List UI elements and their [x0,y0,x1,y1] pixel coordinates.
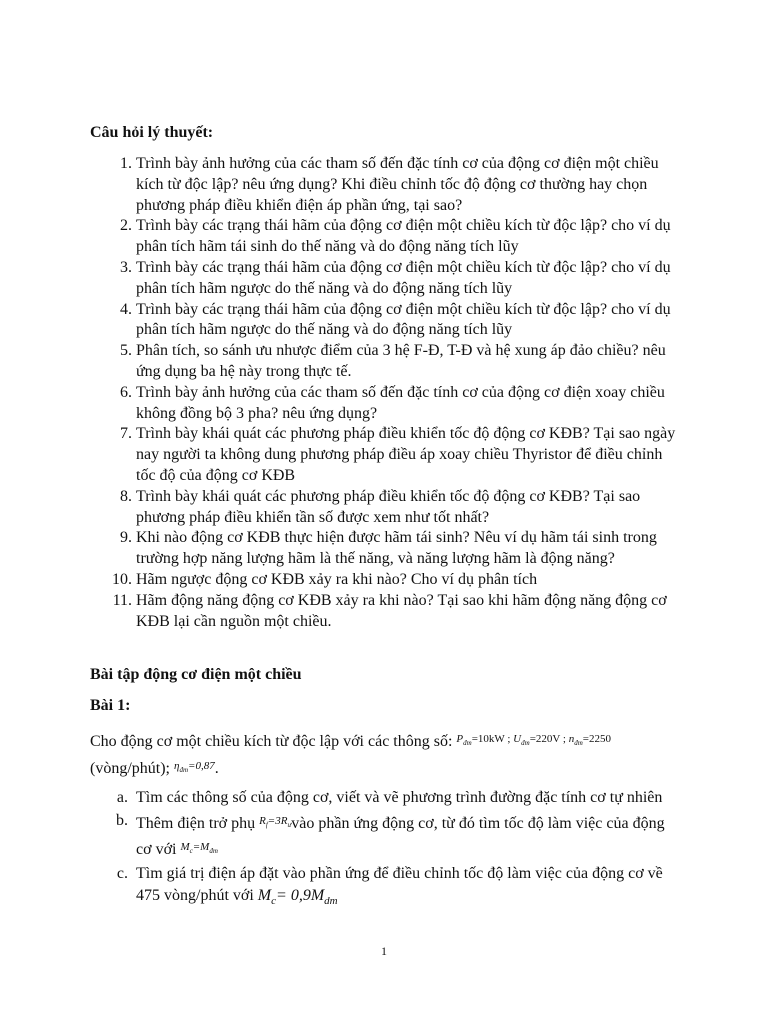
question-item [90,424,690,486]
torque-subscript: c [271,895,277,908]
question-number: 1. [120,155,132,172]
added-resistance-formula [259,815,292,830]
subitem-b [90,810,690,862]
torque-subscript: c [189,847,193,856]
exercise-1-intro [90,728,680,782]
power-value: =10kW ; [471,733,514,745]
subitem-label: a. [116,789,128,806]
question-item [90,341,690,383]
page-number: 1 [381,944,387,958]
resistance-value: =3R [267,815,288,827]
question-number: 5. [120,342,132,360]
efficiency-formula [174,760,215,775]
question-number: 10. [112,570,132,588]
question-number: 3. [120,258,132,276]
question-item [90,591,690,633]
efficiency-value: =0,87 [188,760,215,773]
theory-question-list [90,154,690,632]
speed-symbol: n [568,733,575,745]
question-item [90,154,690,216]
power-subscript: đm [463,739,472,748]
voltage-symbol: U [513,733,522,745]
rated-subscript: dm [324,895,338,908]
subitem-text: Thêm điện trở phụ [136,815,256,832]
subitem-c [90,863,690,912]
question-text: Hãm ngược động cơ KĐB xảy ra khi nào? Cho ví dụ phân tích [136,570,538,588]
question-text: Trình bày các trạng thái hãm của động cơ điện một chiều kích từ độc lập? cho ví dụ phân tích hãm ngược do thế năng và do động năng tích lũy [136,300,671,339]
question-item [90,528,690,570]
torque-symbol: M [180,841,190,854]
torque-symbol: M [257,887,272,905]
torque-value: = 0,9M [276,887,325,905]
subitem-text: Tìm giá trị điện áp đặt vào phần ứng để điều chỉnh tốc độ làm việc của động cơ về 475 vòng/phút với [136,865,663,905]
question-number: 4. [120,300,132,318]
rated-params-formula [456,733,611,748]
subitem-text: vào phần ứng động cơ, từ đó tìm tốc độ làm việc của động cơ với [136,815,665,859]
question-text: Trình bày ảnh hưởng của các tham số đến đặc tính cơ của động cơ điện xoay chiều không đồng bộ 3 pha? nêu ứng dụng? [136,383,665,422]
exercise-1-heading: Bài 1: [90,697,131,714]
resistance-subscript: f [265,821,268,830]
armature-subscript: ư [287,821,292,830]
speed-value: =2250 [582,733,611,745]
question-text: Phân tích, so sánh ưu nhược điểm của 3 hệ F-Đ, T-Đ và hệ xung áp đảo chiều? nêu ứng dụng ba hệ này trong thực tế. [136,342,666,380]
question-text: Khi nào động cơ KĐB thực hiện được hãm tái sinh? Nêu ví dụ hãm tái sinh trong trường hợp năng lượng hãm là thế năng, và năng lượng hãm là động năng? [136,529,657,568]
subitem-text-block [136,863,678,912]
exercises-heading: Bài tập động cơ điện một chiều [90,666,302,683]
question-text: Trình bày khái quát các phương pháp điều khiển tốc độ động cơ KĐB? Tại sao ngày nay người ta không dung phương pháp điều áp xoay chiều Thyristor để điều chỉnh tốc độ của động cơ KĐB [136,425,676,484]
efficiency-subscript: đm [179,766,189,775]
question-text: Trình bày ảnh hưởng của các tham số đến đặc tính cơ của động cơ điện một chiều kích từ độc lập? nêu ứng dụng? Khi điều chỉnh tốc độ động cơ thường hay chọn phương pháp điều khiển điện áp phần ứng, tại sao? [136,155,659,214]
power-symbol: P [456,733,464,745]
torque-equals: =M [192,841,210,854]
intro-period: . [214,760,219,778]
load-torque-expression [257,887,338,908]
question-item [90,216,690,258]
question-text: Trình bày các trạng thái hãm của động cơ điện một chiều kích từ độc lập? cho ví dụ phân tích hãm ngược do thế năng và do động năng tích lũy [136,258,671,297]
question-number: 6. [120,383,132,401]
subitem-label: c. [116,865,128,883]
intro-unit-text: (vòng/phút); [90,760,170,778]
question-number: 2. [120,217,132,235]
rated-subscript: đm [209,847,218,856]
question-text: Trình bày các trạng thái hãm của động cơ điện một chiều kích từ độc lập? cho ví dụ phân tích hãm tái sinh do thế năng và do động năng tích lũy [136,217,671,256]
question-number: 11. [112,591,132,609]
subitem-text-block [136,810,678,862]
exercise-1-subitems [90,787,690,914]
voltage-subscript: đm [521,739,530,748]
question-text: Trình bày khái quát các phương pháp điều khiển tốc độ động cơ KĐB? Tại sao phương pháp điều khiển tần số được xem như tốt nhất? [136,487,641,526]
resistance-symbol: R [259,815,266,827]
question-number: 9. [120,529,132,547]
question-item [90,570,690,591]
subitem-label: b. [116,812,128,829]
subitem-a [90,787,690,809]
subitem-text: Tìm các thông số của động cơ, viết và vẽ phương trình đường đặc tính cơ tự nhiên [136,789,663,806]
efficiency-symbol: η [174,760,180,773]
question-item [90,300,690,342]
speed-subscript: đm [574,739,583,748]
intro-text: Cho động cơ một chiều kích từ độc lập với các thông số: [90,733,453,750]
question-number: 8. [120,487,132,505]
question-item [90,383,690,425]
question-item [90,487,690,529]
theory-heading: Câu hỏi lý thuyết: [90,124,214,141]
question-item [90,258,690,300]
load-torque-formula [180,841,218,856]
question-text: Hãm động năng động cơ KĐB xảy ra khi nào? Tại sao khi hãm động năng động cơ KĐB lại cần nguồn một chiều. [136,591,667,630]
voltage-value: =220V ; [529,733,569,745]
question-number: 7. [120,425,132,443]
